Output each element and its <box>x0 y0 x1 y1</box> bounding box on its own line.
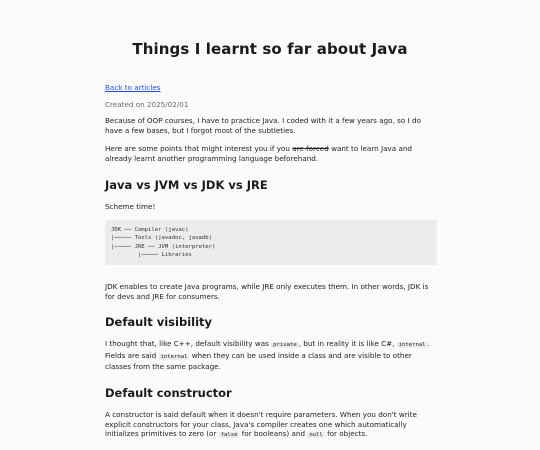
visibility-text-2: , but in reality it is like C#, <box>298 339 397 349</box>
intro-paragraph-1: Because of OOP courses, I have to practice Java. I coded with it a few years ago, so I do have a few bases, but I forgot most of the subtleties. <box>105 116 421 135</box>
page-title: Things I learnt so far about Java <box>132 40 408 58</box>
created-date: Created on 2025/02/01 <box>105 99 189 109</box>
heading-default-visibility: Default visibility <box>105 315 213 330</box>
scheme-lead: Scheme time! <box>105 201 156 211</box>
struck-text: are forced <box>292 144 329 154</box>
constructor-text-3: for objects. <box>324 429 368 439</box>
heading-java-vs-jvm: Java vs JVM vs JDK vs JRE <box>105 177 268 192</box>
back-to-articles-link[interactable]: Back to articles <box>105 83 161 92</box>
constructor-text-1: A constructor is said default when it doesn't require parameters. When you don't write explicit constructors for your class, Java's compiler creates one which automatically initializes primitives to zero (or <box>105 409 417 439</box>
visibility-text-1: I thought that, like C++, default visibility was <box>105 339 272 349</box>
code-internal-2: internal <box>160 353 188 360</box>
article-content <box>105 83 437 450</box>
code-false: false <box>220 432 238 439</box>
code-private: private <box>273 342 297 349</box>
intro-text-b: want to learn Java and already learnt another programming language beforehand. <box>105 144 412 163</box>
visibility-paragraph <box>105 339 437 372</box>
visibility-text-3: . Fields are said <box>105 339 430 360</box>
intro-text-a: Here are some points that might interest you if you <box>105 144 293 154</box>
intro-paragraph-2 <box>105 144 437 163</box>
constructor-paragraph <box>105 410 437 441</box>
scheme-code-block: JDK ── Compiler (javac) |───── Tools (javadoc, javadb) |───── JRE ── JVM (interpreter) |───── Libraries <box>105 220 437 265</box>
heading-default-constructor: Default constructor <box>105 385 232 400</box>
code-internal: internal <box>398 342 426 349</box>
constructor-text-2: for booleans) and <box>239 429 308 439</box>
code-null: null <box>309 432 323 439</box>
visibility-text-4: when they can be used inside a class and are visible to other classes from the same package. <box>105 350 412 372</box>
jdk-jre-paragraph: JDK enables to create Java programs, while JRE only executes them. In other words, JDK is for devs and JRE for consumers. <box>105 281 429 301</box>
